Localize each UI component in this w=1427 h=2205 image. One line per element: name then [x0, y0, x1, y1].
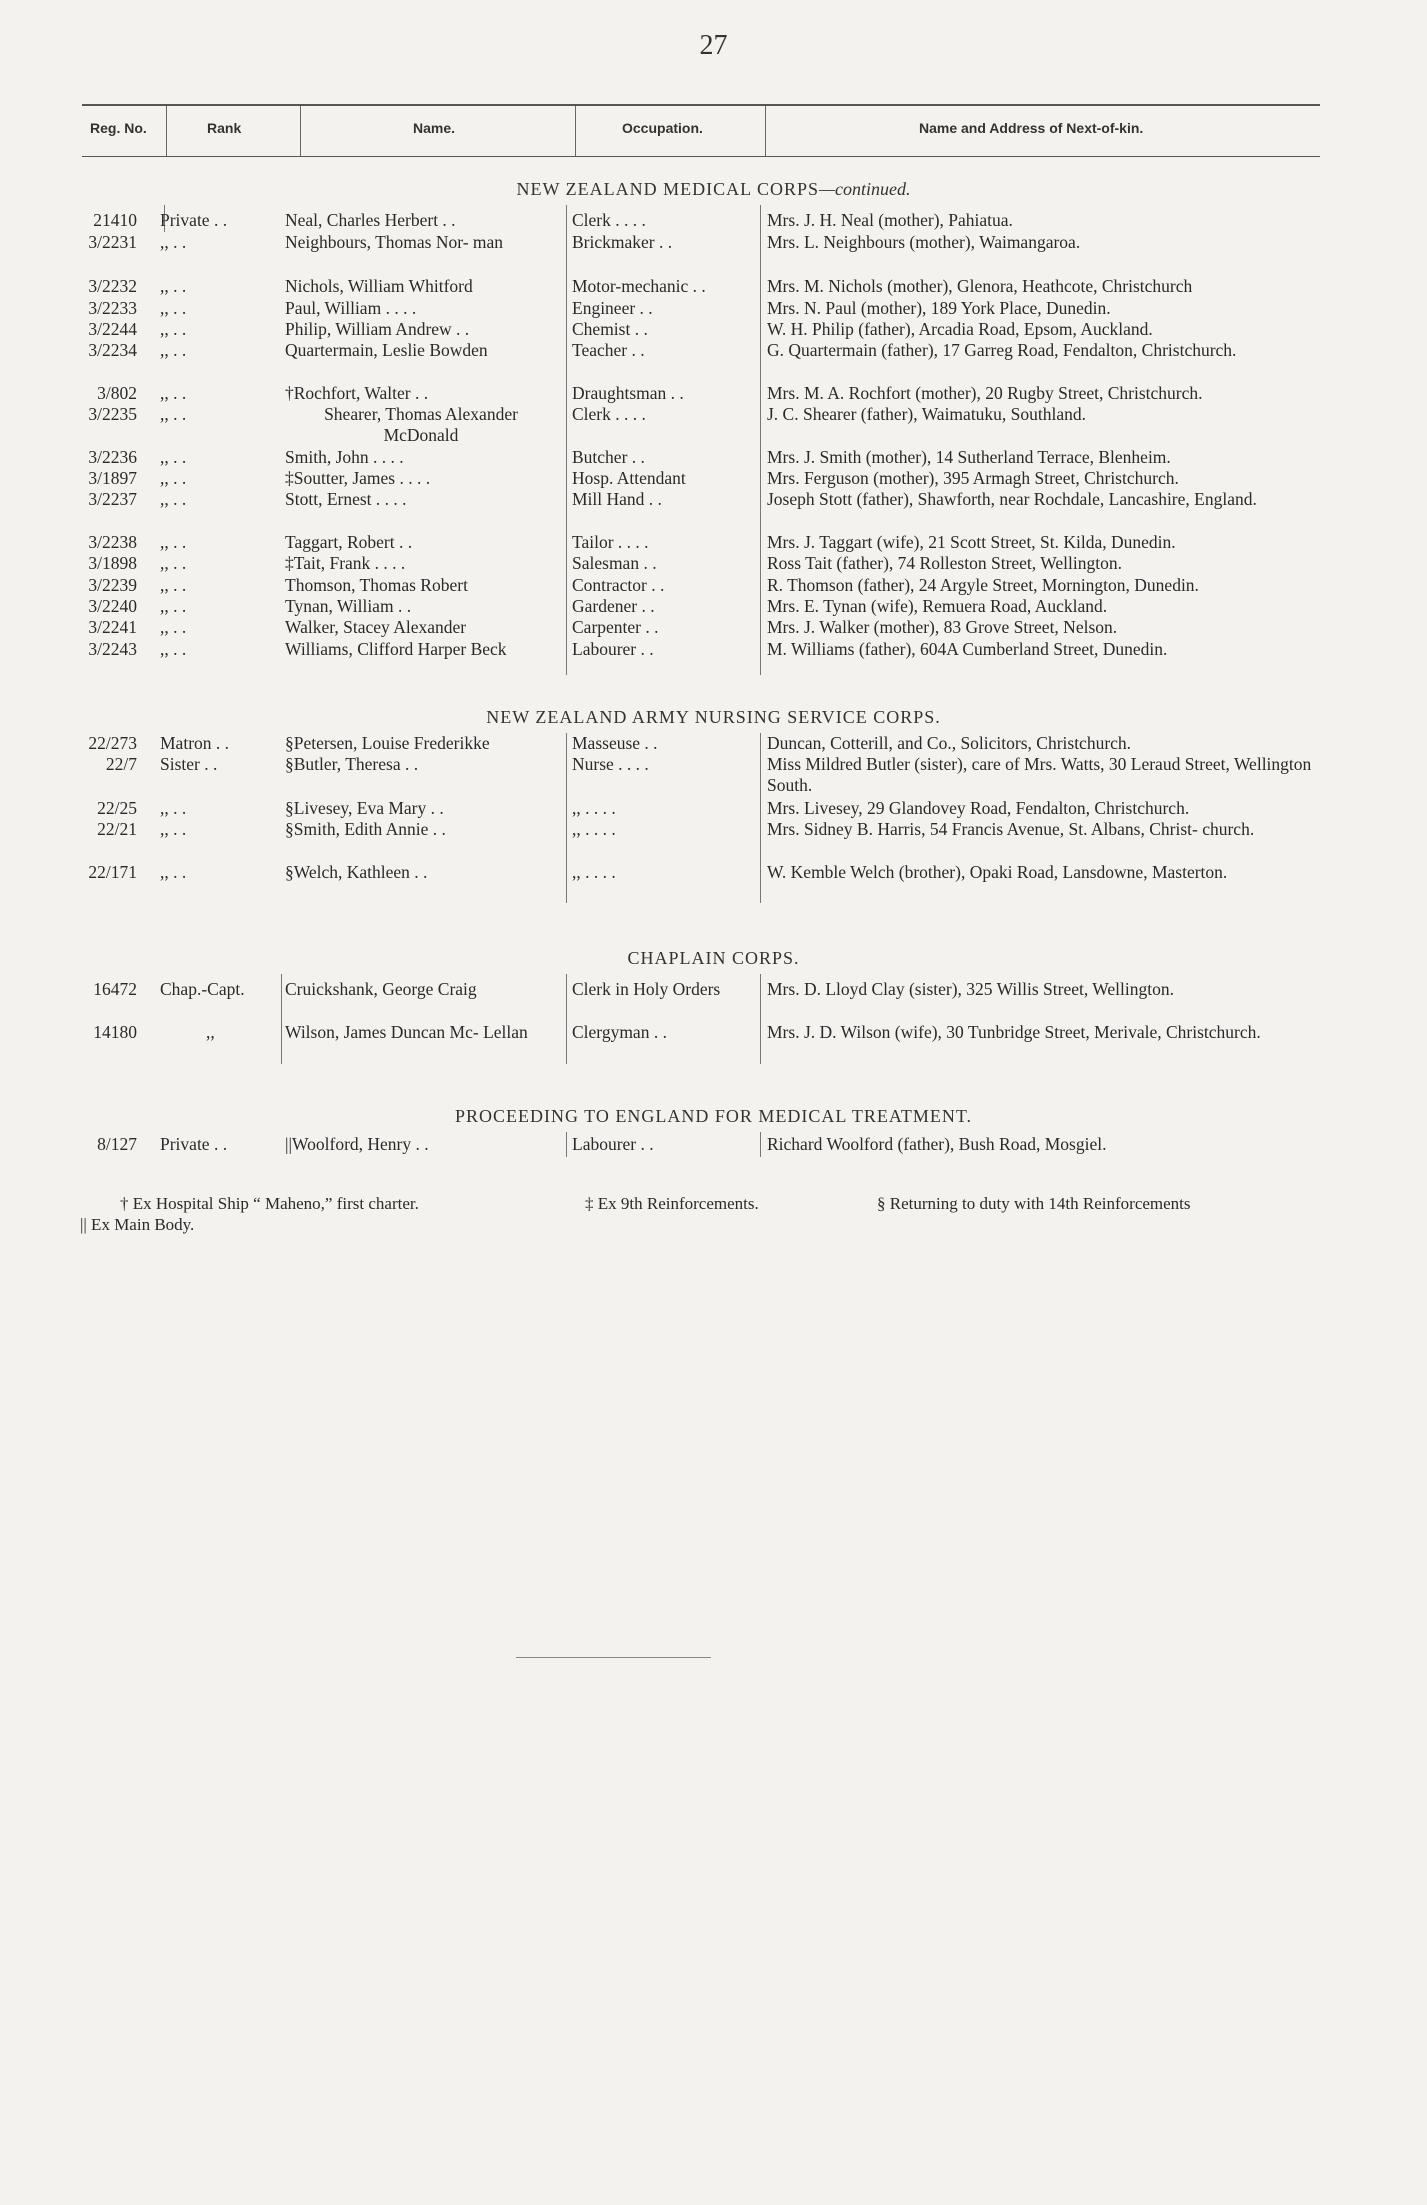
rank: Private . .: [160, 210, 228, 230]
occupation: Clerk in Holy Orders: [572, 979, 721, 999]
reg-no: 3/2233: [88, 298, 137, 318]
next-of-kin: Mrs. L. Neighbours (mother), Waimangaroa.: [767, 232, 1081, 252]
reg-no: 3/2234: [88, 340, 137, 360]
column-rule: [566, 974, 567, 1064]
rank: ,, . .: [160, 862, 187, 882]
rank: ,, . .: [160, 489, 187, 509]
header-bottom-rule: [82, 156, 1320, 157]
occupation: Butcher . .: [572, 447, 645, 467]
soldier-name: ||Woolford, Henry . .: [285, 1134, 429, 1154]
soldier-name: Tynan, William . .: [285, 596, 412, 616]
next-of-kin: Mrs. M. Nichols (mother), Glenora, Heathcote, Christchurch: [767, 276, 1193, 296]
occupation: Labourer . .: [572, 1134, 654, 1154]
occupation: Teacher . .: [572, 340, 645, 360]
occupation: Chemist . .: [572, 319, 648, 339]
header-top-rule: [82, 104, 1320, 106]
soldier-name: Nichols, William Whitford: [285, 276, 473, 296]
rank: ,, . .: [160, 447, 187, 467]
next-of-kin: Mrs. J. D. Wilson (wife), 30 Tunbridge Street, Merivale, Christchurch.: [767, 1022, 1261, 1042]
rank: ,, . .: [160, 553, 187, 573]
column-rule: [566, 1132, 567, 1157]
occupation: ,, . . . .: [572, 798, 616, 818]
reg-no: 3/2244: [88, 319, 137, 339]
reg-no: 3/2237: [88, 489, 137, 509]
soldier-name: §Livesey, Eva Mary . .: [285, 798, 444, 818]
rank: ,, . .: [160, 383, 187, 403]
next-of-kin: Richard Woolford (father), Bush Road, Mosgiel.: [767, 1134, 1107, 1154]
soldier-name: §Welch, Kathleen . .: [285, 862, 428, 882]
column-rule: [760, 974, 761, 1064]
next-of-kin: M. Williams (father), 604A Cumberland Street, Dunedin.: [767, 639, 1168, 659]
next-of-kin: Mrs. D. Lloyd Clay (sister), 325 Willis Street, Wellington.: [767, 979, 1175, 999]
header-reg-no: Reg. No.: [90, 120, 147, 136]
page-number: 27: [699, 30, 728, 61]
occupation: Motor-mechanic . .: [572, 276, 706, 296]
soldier-name: Thomson, Thomas Robert: [285, 575, 468, 595]
end-rule: [516, 1657, 711, 1658]
next-of-kin: Miss Mildred Butler (sister), care of Mrs. Watts, 30 Leraud Street, Wellington South.: [767, 754, 1312, 795]
header-occupation: Occupation.: [622, 120, 703, 136]
occupation: Engineer . .: [572, 298, 653, 318]
reg-no: 16472: [93, 979, 137, 999]
rank: ,, . .: [160, 575, 187, 595]
header-divider: [166, 106, 167, 156]
next-of-kin: R. Thomson (father), 24 Argyle Street, Mornington, Dunedin.: [767, 575, 1199, 595]
occupation: Clergyman . .: [572, 1022, 667, 1042]
rank: ,, . .: [160, 298, 187, 318]
soldier-name: Paul, William . . . .: [285, 298, 417, 318]
next-of-kin: Mrs. Sidney B. Harris, 54 Francis Avenue, St. Albans, Christ- church.: [767, 819, 1255, 839]
column-rule: [566, 205, 567, 675]
next-of-kin: Mrs. Livesey, 29 Glandovey Road, Fendalton, Christchurch.: [767, 798, 1190, 818]
reg-no: 22/21: [97, 819, 137, 839]
reg-no: 22/7: [105, 754, 137, 774]
next-of-kin: W. Kemble Welch (brother), Opaki Road, Lansdowne, Masterton.: [767, 862, 1228, 882]
reg-no: 3/2240: [88, 596, 137, 616]
rank: ,, . .: [160, 468, 187, 488]
rank: Chap.-Capt.: [160, 979, 245, 999]
soldier-name: Quartermain, Leslie Bowden: [285, 340, 488, 360]
occupation: Clerk . . . .: [572, 404, 646, 424]
rank: ,, . .: [160, 276, 187, 296]
soldier-name: §Smith, Edith Annie . .: [285, 819, 446, 839]
occupation: ,, . . . .: [572, 819, 616, 839]
next-of-kin: Joseph Stott (father), Shawforth, near Rochdale, Lancashire, England.: [767, 489, 1257, 509]
occupation: Carpenter . .: [572, 617, 659, 637]
reg-no: 3/2243: [88, 639, 137, 659]
rank: Matron . .: [160, 733, 230, 753]
header-divider: [575, 106, 576, 156]
next-of-kin: Mrs. J. H. Neal (mother), Pahiatua.: [767, 210, 1013, 230]
occupation: Mill Hand . .: [572, 489, 662, 509]
header-name: Name.: [413, 120, 456, 136]
occupation: Gardener . .: [572, 596, 655, 616]
rank: ,, . .: [160, 340, 187, 360]
reg-no: 22/171: [88, 862, 137, 882]
rank: ,, . .: [160, 404, 187, 424]
section-title-medical-corps: NEW ZEALAND MEDICAL CORPS—continued.: [516, 179, 911, 199]
soldier-name: Walker, Stacey Alexander: [285, 617, 467, 637]
soldier-name: Neighbours, Thomas Nor- man: [285, 232, 504, 252]
rank: ,, . .: [160, 232, 187, 252]
soldier-name: Taggart, Robert . .: [285, 532, 413, 552]
reg-no: 3/2238: [88, 532, 137, 552]
next-of-kin: Mrs. J. Taggart (wife), 21 Scott Street, St. Kilda, Dunedin.: [767, 532, 1176, 552]
header-divider: [765, 106, 766, 156]
rank: ,, . .: [160, 617, 187, 637]
occupation: Contractor . .: [572, 575, 665, 595]
occupation: Salesman . .: [572, 553, 657, 573]
section-title-chaplain-corps: CHAPLAIN CORPS.: [627, 948, 800, 968]
soldier-name: Cruickshank, George Craig: [285, 979, 477, 999]
reg-no: 21410: [93, 210, 137, 230]
reg-no: 22/273: [88, 733, 137, 753]
reg-no: 8/127: [97, 1134, 137, 1154]
next-of-kin: Ross Tait (father), 74 Rolleston Street, Wellington.: [767, 553, 1122, 573]
reg-no: 3/1897: [88, 468, 137, 488]
section-title-nursing-corps: NEW ZEALAND ARMY NURSING SERVICE CORPS.: [486, 707, 941, 727]
soldier-name: §Butler, Theresa . .: [285, 754, 419, 774]
next-of-kin: Mrs. E. Tynan (wife), Remuera Road, Auckland.: [767, 596, 1108, 616]
occupation: ,, . . . .: [572, 862, 616, 882]
soldier-name: Shearer, Thomas Alexander McDonald: [324, 404, 518, 445]
soldier-name: ‡Soutter, James . . . .: [285, 468, 431, 488]
soldier-name: Stott, Ernest . . . .: [285, 489, 407, 509]
occupation: Masseuse . .: [572, 733, 658, 753]
occupation: Tailor . . . .: [572, 532, 649, 552]
rank: ,, . .: [160, 319, 187, 339]
reg-no: 22/25: [97, 798, 137, 818]
reg-no: 3/2241: [88, 617, 137, 637]
column-rule: [566, 733, 567, 903]
column-rule: [760, 205, 761, 675]
header-divider: [300, 106, 301, 156]
next-of-kin: Mrs. Ferguson (mother), 395 Armagh Street, Christchurch.: [767, 468, 1179, 488]
occupation: Hosp. Attendant: [572, 468, 686, 488]
rank: ,, . .: [160, 532, 187, 552]
reg-no: 3/2239: [88, 575, 137, 595]
header-next-of-kin: Name and Address of Next-of-kin.: [919, 120, 1144, 136]
next-of-kin: Mrs. M. A. Rochfort (mother), 20 Rugby Street, Christchurch.: [767, 383, 1203, 403]
reg-no: 3/2236: [88, 447, 137, 467]
rank: ,, . .: [160, 639, 187, 659]
reg-no: 3/2235: [88, 404, 137, 424]
next-of-kin: Mrs. J. Smith (mother), 14 Sutherland Terrace, Blenheim.: [767, 447, 1171, 467]
footnote-section: § Returning to duty with 14th Reinforcements: [877, 1194, 1191, 1213]
next-of-kin: Mrs. J. Walker (mother), 83 Grove Street, Nelson.: [767, 617, 1118, 637]
reg-no: 3/802: [97, 383, 137, 403]
next-of-kin: Mrs. N. Paul (mother), 189 York Place, Dunedin.: [767, 298, 1111, 318]
rank: ,, . .: [160, 798, 187, 818]
rank: ,, . .: [160, 819, 187, 839]
next-of-kin: Duncan, Cotterill, and Co., Solicitors, Christchurch.: [767, 733, 1132, 753]
soldier-name: Philip, William Andrew . .: [285, 319, 470, 339]
column-rule: [760, 733, 761, 903]
occupation: Clerk . . . .: [572, 210, 646, 230]
footnote-parallel: || Ex Main Body.: [80, 1215, 195, 1234]
column-rule: [760, 1132, 761, 1157]
occupation: Nurse . . . .: [572, 754, 649, 774]
section-title-england-treatment: PROCEEDING TO ENGLAND FOR MEDICAL TREATMENT.: [454, 1106, 972, 1126]
next-of-kin: J. C. Shearer (father), Waimatuku, Southland.: [767, 404, 1087, 424]
occupation: Labourer . .: [572, 639, 654, 659]
footnote-double-dagger: ‡ Ex 9th Reinforcements.: [585, 1194, 759, 1213]
soldier-name: ‡Tait, Frank . . . .: [285, 553, 406, 573]
reg-no: 3/2232: [88, 276, 137, 296]
rank: ,, . .: [160, 596, 187, 616]
rank: Private . .: [160, 1134, 228, 1154]
soldier-name: §Petersen, Louise Frederikke: [285, 733, 490, 753]
rank: ,,: [206, 1022, 215, 1042]
next-of-kin: G. Quartermain (father), 17 Garreg Road, Fendalton, Christchurch.: [767, 340, 1237, 360]
reg-no: 3/1898: [88, 553, 137, 573]
occupation: Draughtsman . .: [572, 383, 684, 403]
rank: Sister . .: [160, 754, 218, 774]
footnote-dagger: † Ex Hospital Ship “ Maheno,” first charter.: [120, 1194, 419, 1213]
reg-no: 3/2231: [88, 232, 137, 252]
header-rank: Rank: [207, 120, 242, 136]
soldier-name: Smith, John . . . .: [285, 447, 404, 467]
soldier-name: Neal, Charles Herbert . .: [285, 210, 456, 230]
soldier-name: Wilson, James Duncan Mc- Lellan: [285, 1022, 528, 1042]
soldier-name: Williams, Clifford Harper Beck: [285, 639, 507, 659]
next-of-kin: W. H. Philip (father), Arcadia Road, Epsom, Auckland.: [767, 319, 1153, 339]
reg-no: 14180: [93, 1022, 137, 1042]
soldier-name: †Rochfort, Walter . .: [285, 383, 429, 403]
occupation: Brickmaker . .: [572, 232, 673, 252]
